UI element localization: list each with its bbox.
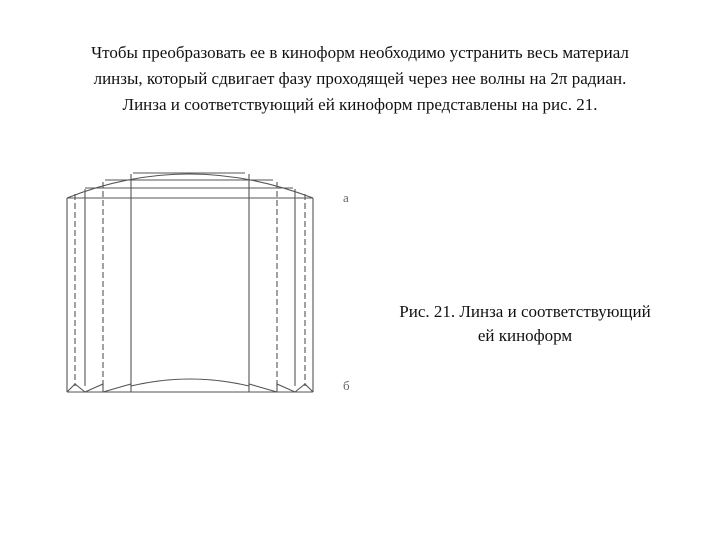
label-a: а xyxy=(343,190,349,205)
lens-kinoform-figure xyxy=(55,160,385,420)
body-paragraph xyxy=(20,40,700,118)
kinoform-left-tooth xyxy=(85,384,103,392)
paragraph-line-1: Чтобы преобразовать ее в киноформ необходимо устранить весь материал xyxy=(91,43,629,62)
caption-line-1: Рис. 21. Линза и соответствующий xyxy=(399,302,651,321)
lens-curved-surface xyxy=(67,174,313,198)
kinoform-left-tooth xyxy=(67,384,85,392)
lens-kinoform-drawing xyxy=(55,160,385,420)
paragraph-line-2: линзы, который сдвигает фазу проходящей через нее волны на 2π радиан. xyxy=(93,69,627,88)
caption-line-2: ей киноформ xyxy=(477,326,573,345)
figure-caption xyxy=(340,300,710,348)
kinoform-central-zone xyxy=(131,379,249,386)
kinoform-right-tooth xyxy=(249,384,277,392)
kinoform-right-tooth xyxy=(277,384,295,392)
paragraph-line-3: Линза и соответствующий ей киноформ представлены на рис. 21. xyxy=(122,95,598,114)
kinoform-left-tooth xyxy=(103,384,131,392)
kinoform-right-tooth xyxy=(295,384,313,392)
label-b: б xyxy=(343,378,350,393)
